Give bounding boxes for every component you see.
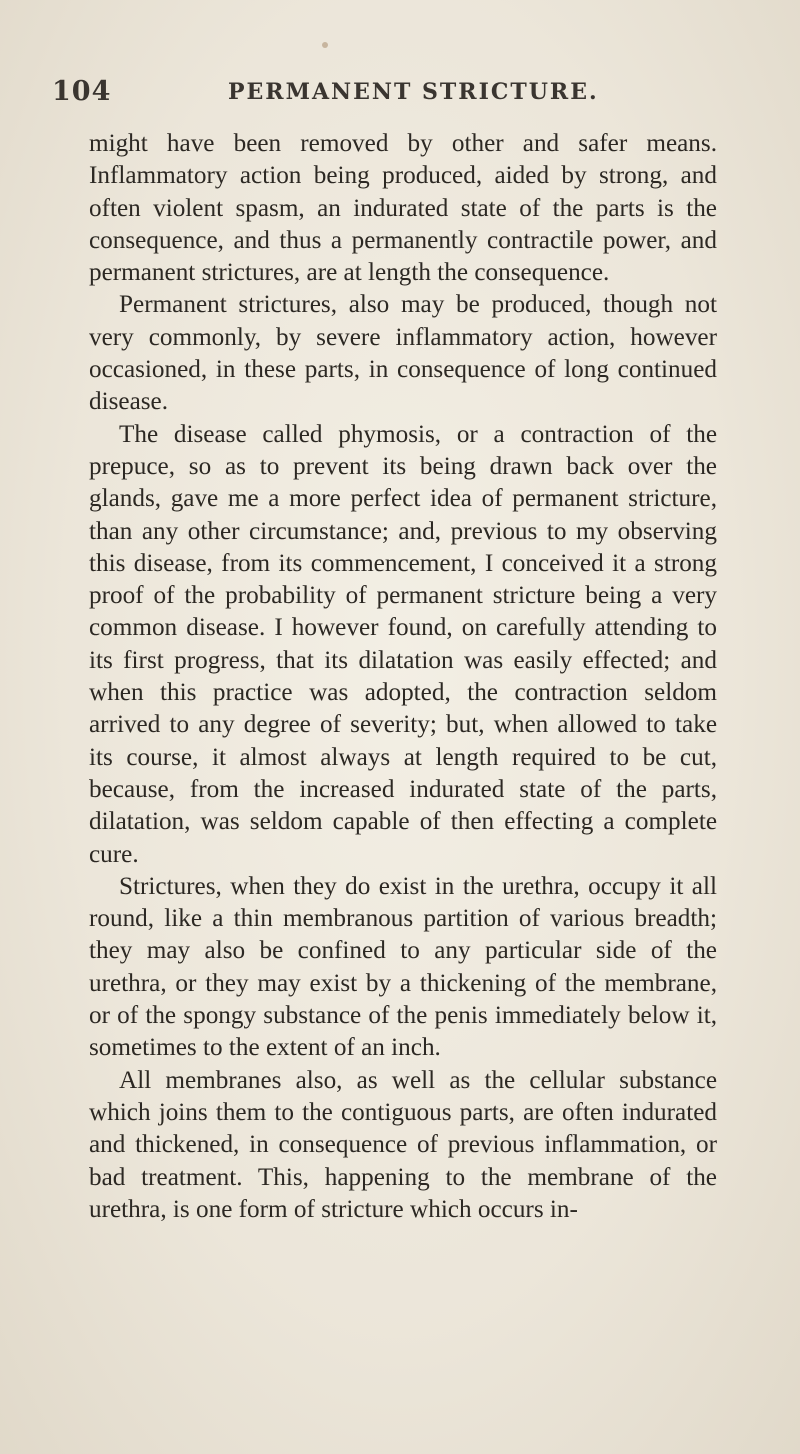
paper-blemish: [322, 42, 328, 48]
paragraph: Permanent strictures, also may be produced, though not very commonly, by severe inflammatory action, however occasioned, in these parts, in consequence of long continued disease.: [89, 291, 717, 416]
paragraph: All membranes also, as well as the cellular substance which joins them to the contiguous parts, are often indurated and thickened, in consequence of previous inflammation, or bad treatment. This, happening to the membrane of the urethra, is one form of stricture which occurs in-: [89, 1066, 717, 1223]
body-text: [89, 128, 717, 1226]
paragraph-continuation: might have been removed by other and safer means. Inflammatory action being produced, aided by strong, and often violent spasm, an indurated state of the parts is the consequence, and thus a permanently contractile power, and permanent strictures, are at length the consequence.: [89, 130, 717, 287]
page-number: 104: [52, 76, 112, 107]
paragraph: Strictures, when they do exist in the urethra, occupy it all round, like a thin membranous partition of various breadth; they may also be confined to any particular side of the urethra, or they may exist by a thickening of the membrane, or of the spongy substance of the penis immediately below it, sometimes to the extent of an inch.: [89, 872, 717, 1062]
running-title: PERMANENT STRICTURE.: [228, 79, 599, 105]
running-head: [52, 76, 712, 116]
paragraph: The disease called phymosis, or a contraction of the prepuce, so as to prevent its being drawn back over the glands, gave me a more perfect idea of permanent stricture, than any other circumstance; and, previous to my observing this disease, from its commencement, I conceived it a strong proof of the probability of permanent stricture being a very common disease. I however found, on carefully attending to its first progress, that its dilatation was easily effected; and when this practice was adopted, the contraction seldom arrived to any degree of severity; but, when allowed to take its course, it almost always at length required to be cut, because, from the increased indurated state of the parts, dilatation, was seldom capable of then effecting a complete cure.: [89, 420, 717, 868]
